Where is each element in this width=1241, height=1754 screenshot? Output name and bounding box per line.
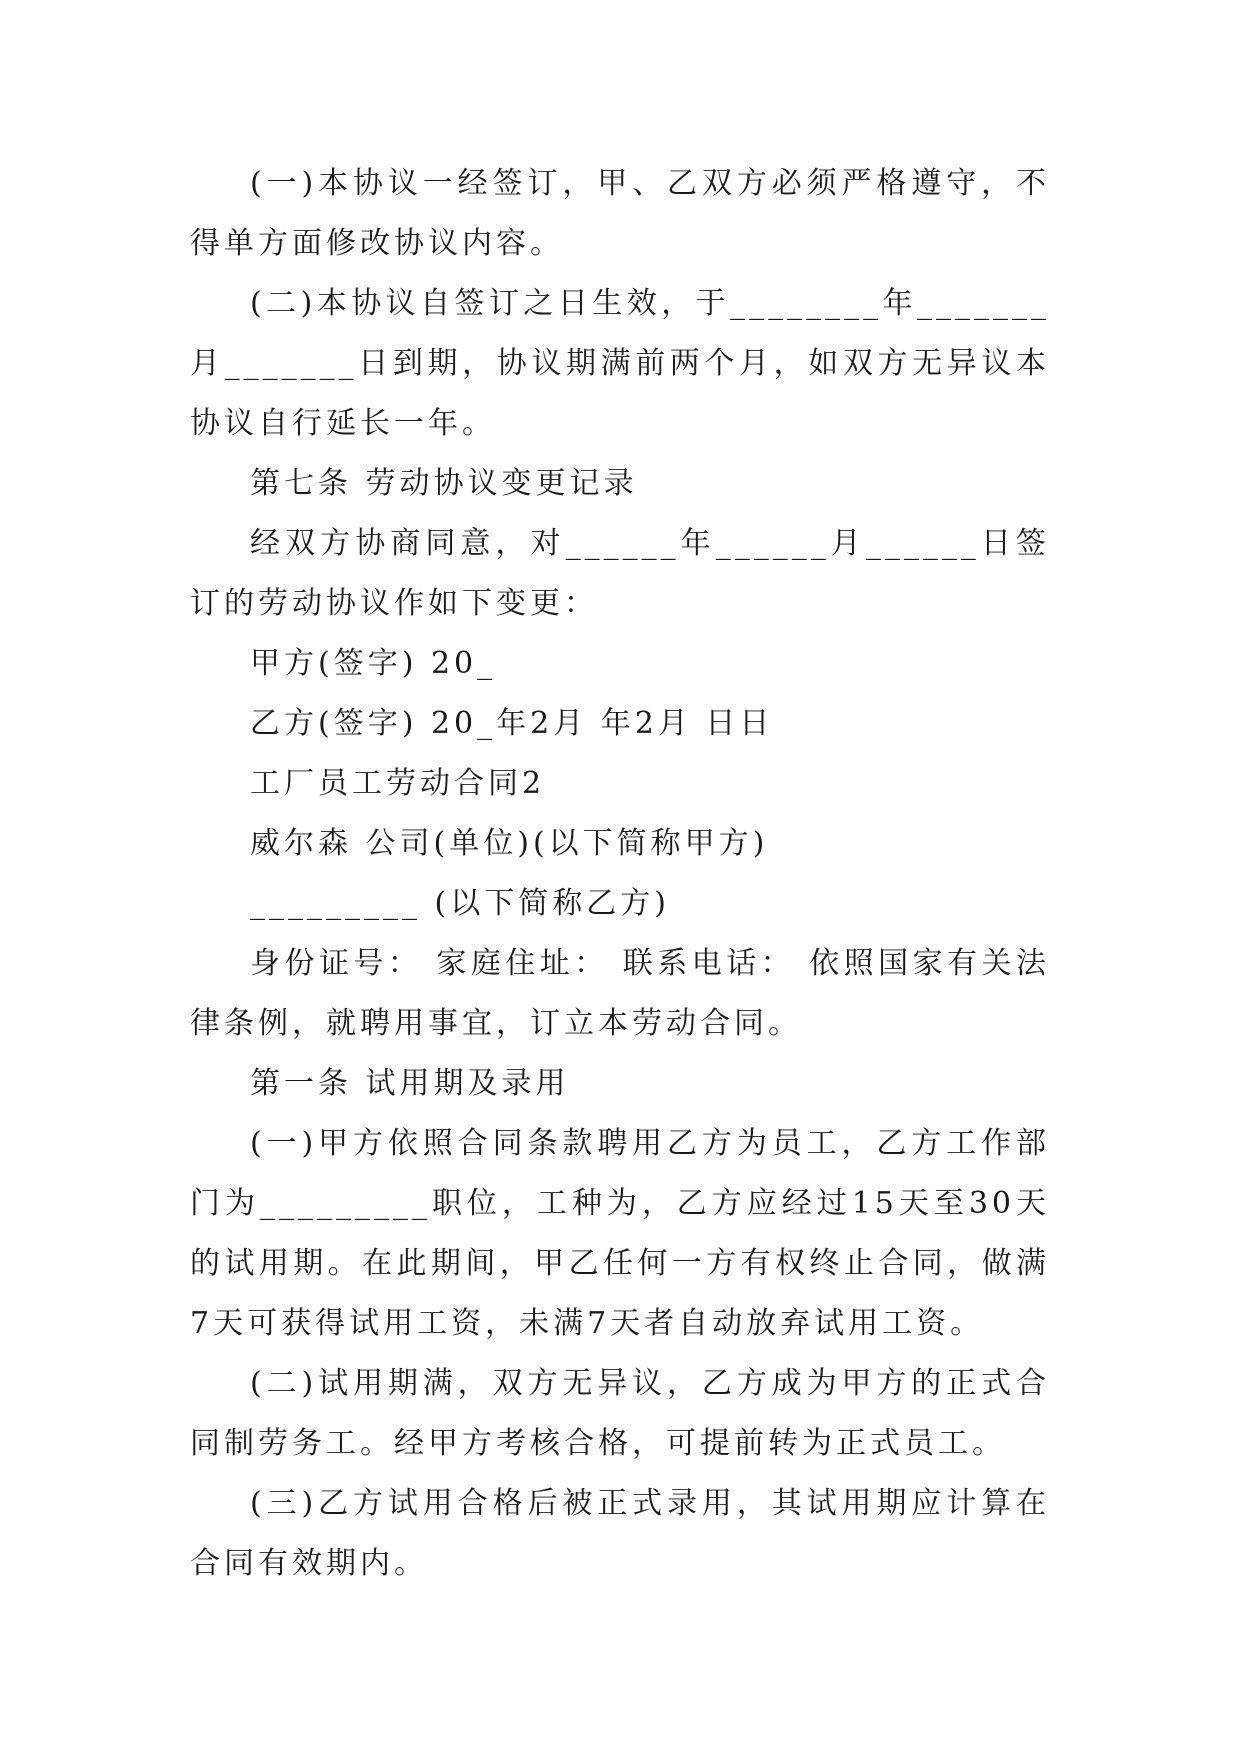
contract-title: 工厂员工劳动合同2 (250, 766, 546, 801)
heading-article-7: 第七条 劳动协议变更记录 (250, 466, 638, 501)
paragraph-probation-3: (三)乙方试用合格后被正式录用，其试用期应计算在合同有效期内。 (190, 1486, 1050, 1581)
signature-party-a: 甲方(签字) 20_ (250, 646, 497, 681)
document-page (190, 154, 1050, 1594)
paragraph-clause-1: (一)本协议一经签订，甲、乙双方必须严格遵守，不得单方面修改协议内容。 (190, 166, 1050, 261)
party-b-line: _________ (以下简称乙方) (250, 886, 670, 921)
signature-party-b: 乙方(签字) 20_年2月 年2月 日日 (250, 706, 774, 741)
paragraph-probation-2: (二)试用期满，双方无异议，乙方成为甲方的正式合同制劳务工。经甲方考核合格，可提前转为正式员工。 (190, 1366, 1050, 1461)
paragraph-change-record: 经双方协商同意，对______年______月______日签订的劳动协议作如下变更： (190, 526, 1050, 621)
paragraph-identity: 身份证号： 家庭住址： 联系电话： 依照国家有关法律条例，就聘用事宜，订立本劳动合同。 (190, 946, 1050, 1041)
heading-article-1: 第一条 试用期及录用 (250, 1066, 570, 1101)
party-a-line: 威尔森 公司(单位)(以下简称甲方) (250, 826, 769, 861)
paragraph-clause-2: (二)本协议自签订之日生效，于________年_______月_______日到期，协议期满前两个月，如双方无异议本协议自行延长一年。 (190, 286, 1050, 441)
paragraph-probation-1: (一)甲方依照合同条款聘用乙方为员工，乙方工作部门为_________职位，工种为，乙方应经过15天至30天的试用期。在此期间，甲乙任何一方有权终止合同，做满7天可获得试用工资，未满7天者自动放弃试用工资。 (190, 1126, 1050, 1341)
